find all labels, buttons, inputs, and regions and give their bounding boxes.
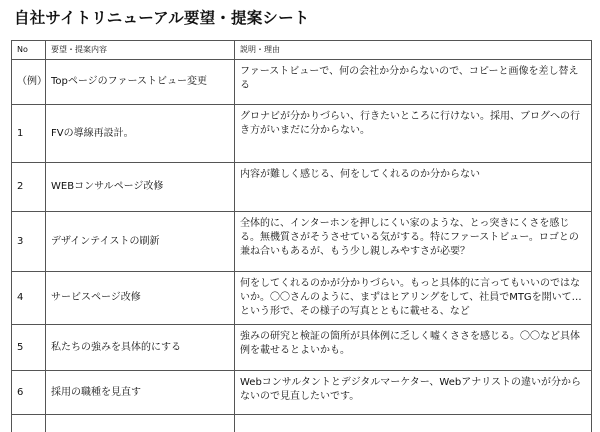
row-request[interactable] (46, 415, 235, 432)
row-no[interactable]: 5 (12, 325, 46, 371)
row-request[interactable]: WEBコンサルページ改修 (46, 163, 235, 212)
row-no[interactable]: 6 (12, 371, 46, 415)
row-reason[interactable]: 全体的に、インターホンを押しにくい家のような、とっ突きにくさを感じる。無機質さがそうさせている気がする。特にファーストビュー。ロゴとの兼ね合いもあるが、もう少し親しみやすさが必要？ (235, 212, 592, 272)
row-request[interactable]: サービスページ改修 (46, 272, 235, 325)
row-no[interactable]: 3 (12, 212, 46, 272)
row-reason[interactable]: グロナビが分かりづらい、行きたいところに行けない。採用、ブログへの行き方がいまだに分からない。 (235, 105, 592, 163)
row-no[interactable] (12, 415, 46, 432)
row-request[interactable]: 採用の職種を見直す (46, 371, 235, 415)
row-no[interactable]: 1 (12, 105, 46, 163)
row-reason[interactable]: 内容が難しく感じる、何をしてくれるのか分からない (235, 163, 592, 212)
row-no[interactable]: 2 (12, 163, 46, 212)
row-request[interactable]: デザインテイストの刷新 (46, 212, 235, 272)
table-row (12, 272, 592, 325)
header-request: 要望・提案内容 (46, 41, 235, 60)
row-request[interactable]: 私たちの強みを具体的にする (46, 325, 235, 371)
row-reason[interactable]: 何をしてくれるのかが分かりづらい。もっと具体的に言ってもいいのではないか。〇〇さんのように、まずはヒアリングをして、社員でMTGを開いて…という形で、その様子の写真とともに載せる、など (235, 272, 592, 325)
row-reason[interactable]: ファーストビューで、何の会社か分からないので、コピーと画像を差し替える (235, 60, 592, 105)
table-row (12, 163, 592, 212)
table-row (12, 325, 592, 371)
table-row (12, 212, 592, 272)
row-request[interactable]: FVの導線再設計。 (46, 105, 235, 163)
table-row (12, 415, 592, 432)
table-row (12, 60, 592, 105)
row-reason[interactable] (235, 415, 592, 432)
row-reason[interactable]: 強みの研究と検証の箇所が具体例に乏しく嘘くささを感じる。〇〇など具体例を載せるとよいかも。 (235, 325, 592, 371)
header-reason: 説明・理由 (235, 41, 592, 60)
row-no[interactable]: 4 (12, 272, 46, 325)
row-no[interactable]: （例） (12, 60, 46, 105)
table-header-row (12, 41, 592, 60)
header-no: No (12, 41, 46, 60)
table-row (12, 371, 592, 415)
page-title: 自社サイトリニューアル要望・提案シート (14, 6, 310, 28)
row-reason[interactable]: Webコンサルタントとデジタルマーケター、Webアナリストの違いが分からないので見直したいです。 (235, 371, 592, 415)
row-request[interactable]: Topページのファーストビュー変更 (46, 60, 235, 105)
request-table (11, 40, 592, 432)
table-row (12, 105, 592, 163)
